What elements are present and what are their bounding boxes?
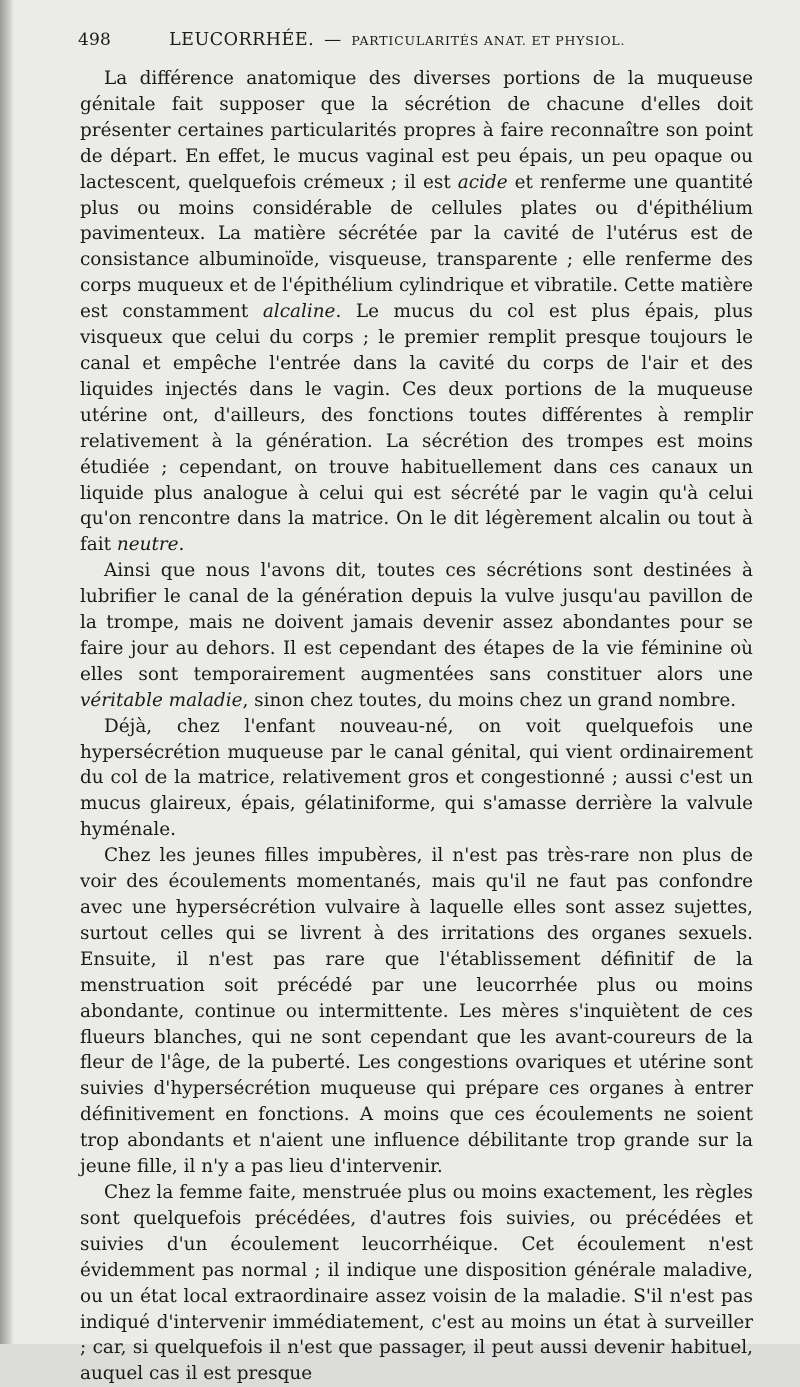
text-segment: Ainsi que nous l'avons dit, toutes ces sécrétions sont destinées à lubrifier le canal de la génération depuis la vulve jusqu'au pavillon de la trompe, mais ne doivent jamais devenir assez abondantes pour se faire jour au dehors. Il est cependant des étapes de la vie féminine où elles sont temporairement augmentées sans constituer alors une — [80, 560, 753, 685]
header-separator: — — [324, 30, 342, 50]
paragraph — [80, 66, 753, 558]
text-segment: et renferme une quantité plus ou moins considérable de cellules plates ou d'épithélium pavimenteux. La matière sécrétée par la cavité de l'utérus est de consistance albuminoïde, visqueuse, transparente ; elle renferme des corps muqueux et de l'épithélium cylindrique et vibratile. Cette matière est constamment — [80, 171, 753, 323]
italic-term: véritable maladie — [80, 689, 243, 711]
italic-term: neutre — [116, 534, 179, 556]
running-header — [78, 30, 758, 60]
text-segment: Déjà, chez l'enfant nouveau-né, on voit quelquefois une hypersécrétion muqueuse par le canal génital, qui vient ordinairement du col de la matrice, relativement gros et congestionné ; aussi c'est un mucus glaireux, épais, gélatiniforme, qui s'amasse derrière la valvule hyménale. — [80, 715, 753, 841]
italic-term: acide — [457, 171, 508, 193]
body-text — [80, 66, 753, 1387]
text-segment: Chez les jeunes filles impubères, il n'est pas très-rare non plus de voir des écoulements momentanés, mais qu'il ne faut pas confondre avec une hypersécrétion vulvaire à laquelle elles sont assez sujettes, surtout celles qui se livrent à des irritations des organes sexuels. Ensuite, il n'est pas rare que l'établissement définitif de la menstruation soit précédé par une leucorrhée plus ou moins abondante, continue ou intermittente. Les mères s'inquiètent de ces flueurs blanches, qui ne sont cependant que les avant-coureurs de la fleur de l'âge, de la puberté. Les congestions ovariques et utérine sont suivies d'hypersécrétion muqueuse qui prépare ces organes à entrer définitivement en fonctions. A moins que ces écoulements ne soient trop abondants et n'aient une influence débilitante trop grande sur la jeune fille, il n'y a pas lieu d'intervenir. — [80, 845, 753, 1178]
running-subtitle: PARTICULARITÉS ANAT. ET PHYSIOL. — [351, 33, 626, 48]
italic-term: alcaline — [262, 301, 336, 323]
text-segment: , sinon chez toutes, du moins chez un grand nombre. — [242, 689, 737, 711]
text-segment: . Le mucus du col est plus épais, plus visqueux que celui du corps ; le premier remplit presque toujours le canal et empêche l'entrée dans la cavité du corps de l'air et des liquides injectés dans le vagin. Ces deux portions de la muqueuse utérine ont, d'ailleurs, des fonctions toutes différentes à remplir relativement à la génération. La sécrétion des trompes est moins étudiée ; cependant, on trouve habituellement dans ces canaux un liquide plus analogue à celui qui est sécrété par le vagin qu'à celui qu'on rencontre dans la matrice. On le dit légèrement alcalin ou tout à fait — [80, 301, 753, 556]
paragraph — [80, 558, 753, 713]
page-number: 498 — [78, 30, 112, 50]
text-segment: . — [178, 534, 185, 556]
paragraph — [80, 714, 753, 844]
text-segment: Chez la femme faite, menstruée plus ou moins exactement, les règles sont quelquefois précédées, d'autres fois suivies, ou précédées et suivies d'un écoulement leucorrhéique. Cet écoulement n'est évidemment pas normal ; il indique une disposition générale maladive, ou un état local extraordinaire assez voisin de la maladie. S'il n'est pas indiqué d'intervenir immédiatement, c'est au moins un état à surveiller ; car, si quelquefois il n'est que passager, il peut aussi devenir habituel, auquel cas il est presque — [80, 1181, 753, 1385]
paragraph — [80, 1180, 753, 1387]
text-segment: La différence anatomique des diverses portions de la muqueuse génitale fait supposer que la sécrétion de chacune d'elles doit présenter certaines particularités propres à faire reconnaître son point de départ. En effet, le mucus vaginal est peu épais, un peu opaque ou lactescent, quelquefois crémeux ; il est — [80, 68, 753, 193]
paragraph — [80, 843, 753, 1180]
page-spine-shadow — [0, 0, 14, 1344]
running-title: LEUCORRHÉE. — [169, 30, 315, 50]
